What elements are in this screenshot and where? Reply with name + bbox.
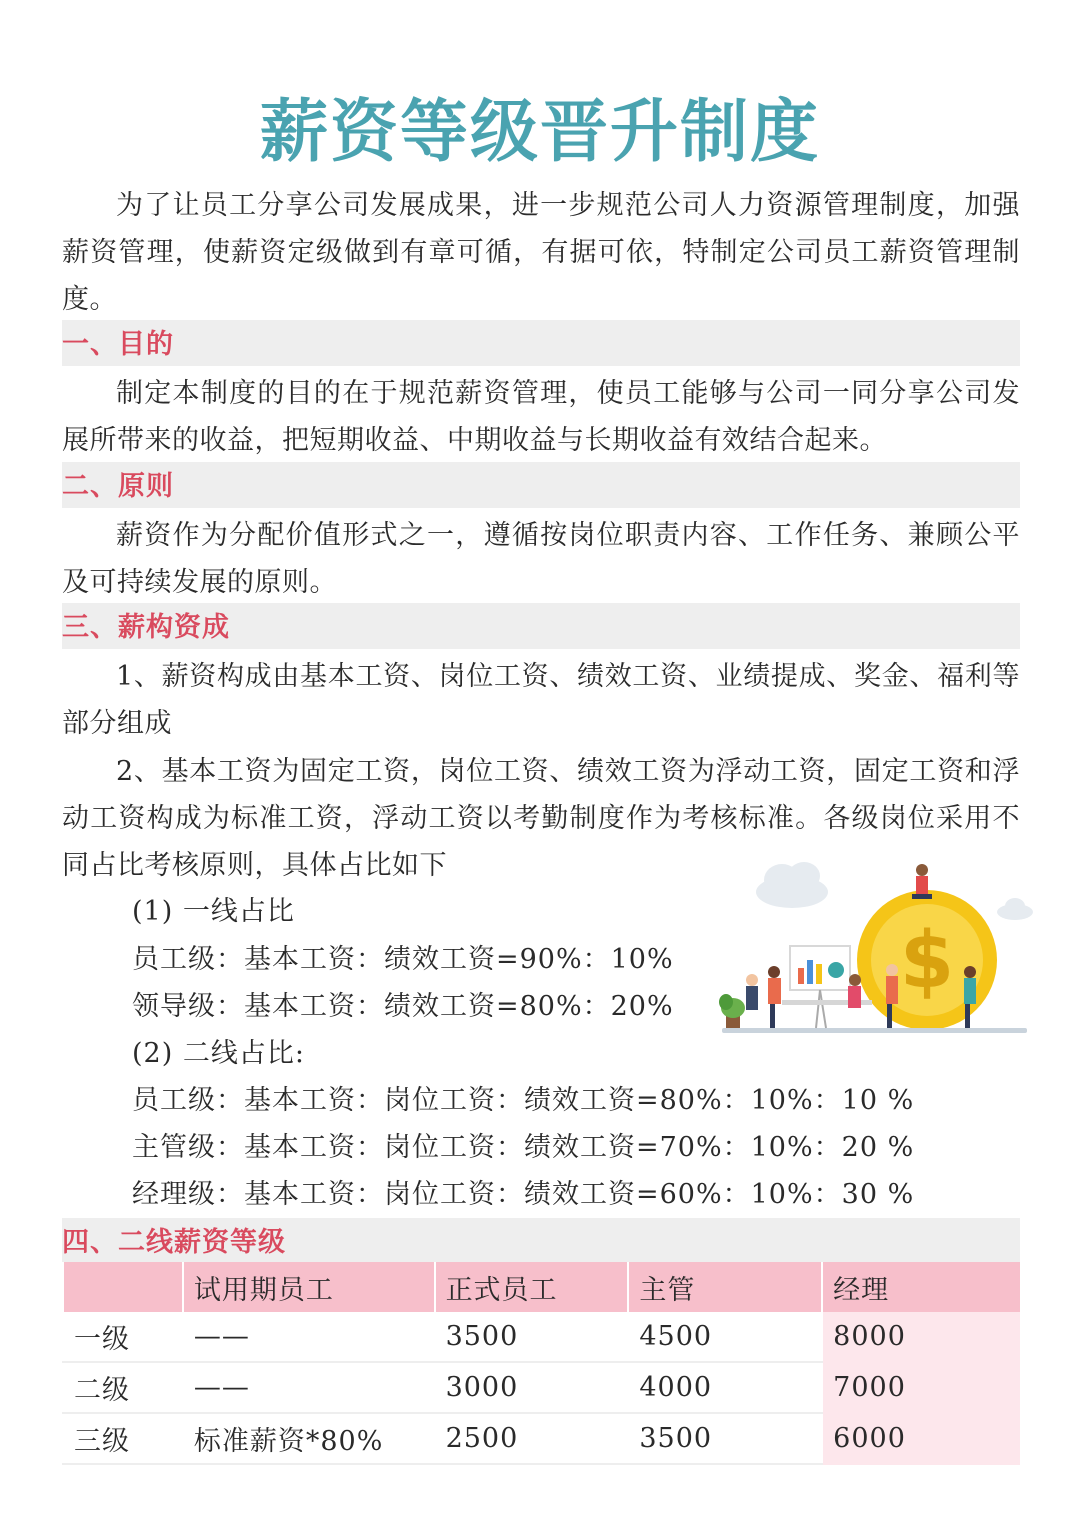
table-header-cell (63, 1262, 183, 1312)
table-header-cell: 试用期员工 (183, 1262, 435, 1312)
table-header-cell: 主管 (628, 1262, 822, 1312)
first-line-ratio-staff: 员工级：基本工资：绩效工资=90%：10% (132, 944, 674, 975)
section-heading-principle: 二、原则 (62, 471, 174, 502)
table-header-row (63, 1262, 1020, 1312)
table-header-cell: 经理 (822, 1262, 1020, 1312)
table-row (63, 1413, 1020, 1464)
grade-cell: 二级 (63, 1362, 183, 1413)
structure-item-2: 2、基本工资为固定工资，岗位工资、绩效工资为浮动工资，固定工资和浮动工资构成为标准工资，浮动工资以考勤制度作为考核标准。各级岗位采用不同占比考核原则，具体占比如下 (62, 756, 1020, 881)
manager-cell: 7000 (822, 1362, 1020, 1413)
section-heading-structure: 三、薪构资成 (62, 612, 230, 643)
dollar-coin-icon (857, 890, 997, 1030)
regular-cell: 2500 (435, 1413, 629, 1464)
cloud-icon (997, 898, 1033, 920)
second-line-ratio-supervisor: 主管级：基本工资：岗位工资：绩效工资=70%：10%：20 % (132, 1132, 915, 1163)
probation-cell: —— (183, 1362, 435, 1413)
table-row (63, 1312, 1020, 1362)
structure-item-1: 1、薪资构成由基本工资、岗位工资、绩效工资、业绩提成、奖金、福利等部分组成 (62, 661, 1020, 739)
cloud-icon (756, 862, 828, 908)
manager-cell: 6000 (822, 1413, 1020, 1464)
grade-cell: 一级 (63, 1312, 183, 1362)
supervisor-cell: 3500 (628, 1413, 822, 1464)
second-line-ratio-staff: 员工级：基本工资：岗位工资：绩效工资=80%：10%：10 % (132, 1085, 915, 1116)
supervisor-cell: 4000 (628, 1362, 822, 1413)
regular-cell: 3500 (435, 1312, 629, 1362)
second-line-ratio-manager: 经理级：基本工资：岗位工资：绩效工资=60%：10%：30 % (132, 1179, 915, 1210)
section-bar (62, 462, 1020, 508)
probation-cell: —— (183, 1312, 435, 1362)
table-row (63, 1362, 1020, 1413)
manager-cell: 8000 (822, 1312, 1020, 1362)
team-finance-illustration (712, 852, 1042, 1042)
plant-icon (719, 994, 745, 1028)
first-line-label: (1) 一线占比 (132, 896, 295, 927)
second-line-label: (2) 二线占比: (132, 1038, 305, 1069)
salary-grade-table (62, 1262, 1020, 1465)
presentation-board-icon (790, 946, 850, 1028)
first-line-ratio-leader: 领导级：基本工资：绩效工资=80%：20% (132, 991, 674, 1022)
intro-paragraph: 为了让员工分享公司发展成果，进一步规范公司人力资源管理制度，加强薪资管理，使薪资定级做到有章可循，有据可依，特制定公司员工薪资管理制度。 (62, 190, 1020, 315)
page-title: 薪资等级晋升制度 (259, 93, 820, 172)
svg-text:$: $ (899, 916, 955, 1006)
probation-cell: 标准薪资*80% (183, 1413, 435, 1464)
purpose-paragraph: 制定本制度的目的在于规范薪资管理，使员工能够与公司一同分享公司发展所带来的收益，把短期收益、中期收益与长期收益有效结合起来。 (62, 378, 1020, 456)
section-heading-purpose: 一、目的 (62, 329, 174, 360)
principle-paragraph: 薪资作为分配价值形式之一，遵循按岗位职责内容、工作任务、兼顾公平及可持续发展的原则。 (62, 520, 1020, 598)
regular-cell: 3000 (435, 1362, 629, 1413)
section-heading-salary-grades: 四、二线薪资等级 (62, 1227, 286, 1258)
section-bar (62, 320, 1020, 366)
floor-line (722, 1028, 1027, 1033)
grade-cell: 三级 (63, 1413, 183, 1464)
supervisor-cell: 4500 (628, 1312, 822, 1362)
table-header-cell: 正式员工 (435, 1262, 629, 1312)
